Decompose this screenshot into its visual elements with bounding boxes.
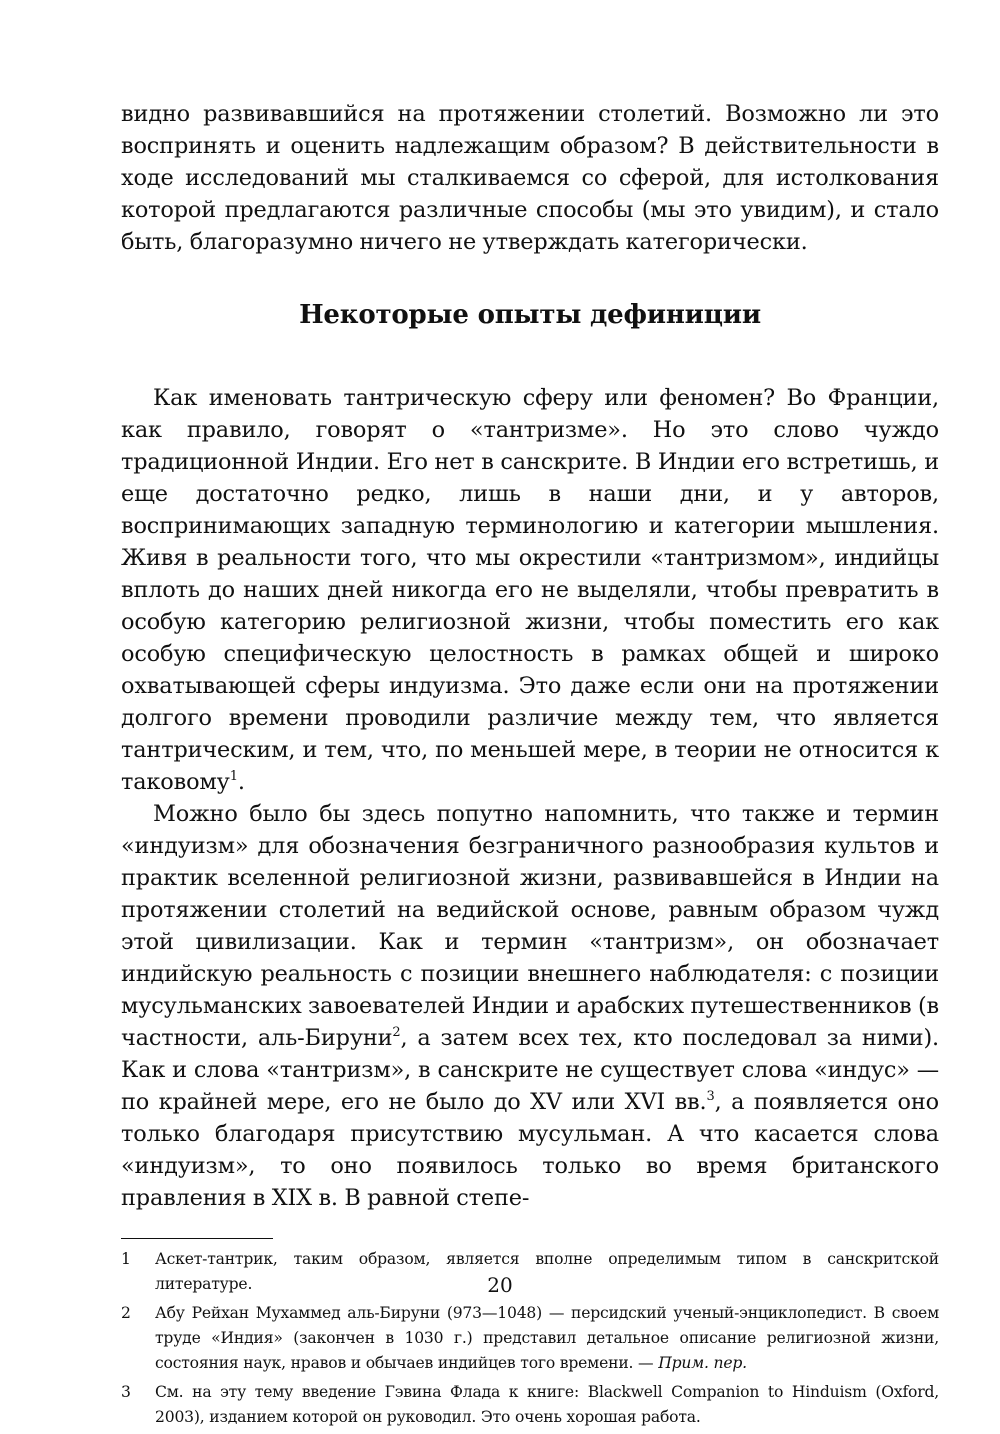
translator-note: Прим. пер. [658, 1354, 747, 1372]
footnote-number: 1 [121, 1250, 131, 1268]
footnote-number: 3 [121, 1383, 131, 1401]
footnote-text: Аскет-тантрик, таким образом, является вполне определимым типом в санскритской литературе. [155, 1250, 939, 1293]
footnote-ref-2[interactable]: 2 [392, 1025, 401, 1040]
section-heading: Некоторые опыты дефиниции [299, 300, 761, 330]
intro-paragraph: видно развивавшийся на протяжении столетий. Возможно ли это воспринять и оценить надлежащим образом? В действительности в ходе исследований мы сталкиваемся со сферой, для истолкования которой предлагаются различные способы (мы это увидим), и стало быть, благоразумно ничего не утверждать категорически. [121, 101, 939, 255]
footnotes-section [121, 1238, 939, 1430]
footnote-number: 2 [121, 1304, 131, 1322]
footnote-ref-3[interactable]: 3 [706, 1089, 715, 1104]
paragraph-text-part3: , а появляется оно только благодаря присутствию мусульман. А что касается слова «индуизм», то оно появилось только во время британского правления в XIX в. В равной степе- [121, 1089, 939, 1211]
footnote-separator [121, 1238, 273, 1239]
footnote-text: См. на эту тему введение Гэвина Флада к книге: Blackwell Companion to Hinduism (Oxford, 2003), изданием которой он руководил. Это очень хорошая работа. [155, 1383, 939, 1426]
paragraph-tantrism-naming [121, 382, 939, 798]
paragraph-text-part2: , а затем всех тех, кто последовал за ними). Как и слова «тантризм», в санскрите не существует слова «индус» — по крайней мере, его не было до XV или XVI вв. [121, 1025, 940, 1115]
paragraph-hinduism-term [121, 798, 939, 1214]
footnote-2 [121, 1301, 939, 1376]
footnote-3 [121, 1380, 939, 1430]
page-number: 20 [487, 1273, 513, 1297]
paragraph-text-part1: Можно было бы здесь попутно напомнить, что также и термин «индуизм» для обозначения безграничного разнообразия культов и практик вселенной религиозной жизни, развивавшейся в Индии на протяжении столетий на ведийской основе, равным образом чужд этой цивилизации. Как и термин «тантризм», он обозначает индийскую реальность с позиции внешнего наблюдателя: с позиции мусульманских завоевателей Индии и арабских путешественников (в частности, аль-Бируни [121, 801, 940, 1051]
page-body [121, 98, 939, 1434]
paragraph-end: . [237, 769, 245, 795]
paragraph-text: Как именовать тантрическую сферу или феномен? Во Франции, как правило, говорят о «тантризме». Но это слово чуждо традиционной Индии. Его нет в санскрите. В Индии его встретишь, и еще достаточно редко, лишь в наши дни, и у авторов, воспринимающих западную терминологию и категории мышления. Живя в реальности того, что мы окрестили «тантризмом», индийцы вплоть до наших дней никогда его не выделяли, чтобы превратить в особую категорию религиозной жизни, чтобы поместить его как особую специфическую целостность в рамках общей и широко охватывающей сферы индуизма. Это даже если они на протяжении долгого времени проводили различие между тем, что является тантрическим, и тем, что, по меньшей мере, в теории не относится к таковому [121, 385, 939, 795]
footnote-ref-1[interactable]: 1 [229, 769, 238, 784]
footnote-text: Абу Рейхан Мухаммед аль-Бируни (973—1048) — персидский ученый-энциклопедист. В своем труде «Индия» (закончен в 1030 г.) представил детальное описание религиозной жизни, состояния наук, нравов и обычаев индийцев того времени. — [155, 1304, 939, 1372]
